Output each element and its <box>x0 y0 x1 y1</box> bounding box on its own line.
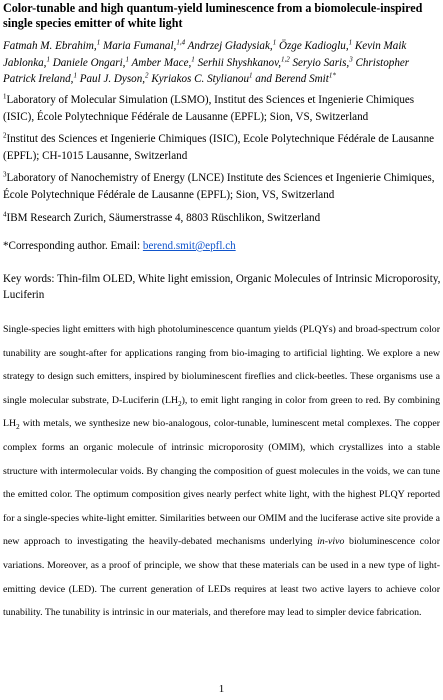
author-affiliation-mark: 1 <box>272 38 277 47</box>
email-link[interactable]: berend.smit@epfl.ch <box>142 240 236 252</box>
author-affiliation-mark: 1,2 <box>280 54 290 63</box>
author-affiliation-mark: 1 <box>46 54 50 63</box>
author-name: Kyriakos C. Stylianou <box>148 73 250 85</box>
author-name: Seryio Saris, <box>289 56 350 69</box>
author-affiliation-mark: 1 <box>73 71 77 80</box>
author-affiliation-mark: 2 <box>145 71 149 80</box>
abstract <box>3 318 440 625</box>
author-name: Paul J. Dyson, <box>76 73 146 85</box>
author-affiliation-mark: 1 <box>191 54 195 63</box>
author-name: Amber Mace, <box>128 56 192 69</box>
affiliation-text: Laboratory of Molecular Simulation (LSMO), Institut des Sciences et Ingenierie Chimiques (ISIC), École Polytechnique Fédérale de Lausanne (EPFL); Sion, VS, Switzerland <box>3 94 415 123</box>
author-name: Andrzej Gładysiak, <box>185 40 273 52</box>
corresponding-author <box>3 238 443 255</box>
author-name: Kevin Maik Jablonka, <box>3 40 407 69</box>
page-number: 1 <box>218 683 225 695</box>
author-name: Maria Fumanal, <box>100 40 177 52</box>
affiliation-number: 2 <box>3 131 7 140</box>
affiliation-text: IBM Research Zurich, Säumerstrasse 4, 8803 Rüschlikon, Switzerland <box>6 212 321 224</box>
author-name: Fatmah M. Ebrahim, <box>3 40 97 52</box>
affiliation-text: Institut des Sciences et Ingenierie Chimiques (ISIC), Ecole Polytechnique Fédérale de Lausanne (EPFL); CH-1015 Lausanne, Switzerland <box>3 133 435 162</box>
affiliation-text: Laboratory of Nanochemistry of Energy (LNCE) Institute des Sciences et Ingenierie Chimiques, École Polytechnique Fédérale de Lausanne (EPFL); Sion, VS, Switzerland <box>3 172 435 201</box>
author-affiliation-mark: 1 <box>125 54 129 63</box>
author-name: Serhii Shyshkanov, <box>194 56 281 69</box>
author-affiliation-mark: 1 <box>96 38 101 47</box>
author-list <box>3 38 443 88</box>
affiliation-number: 4 <box>3 210 7 219</box>
author-name: and Berend Smit <box>252 73 329 85</box>
abstract-text: ), to emit light ranging in color from green to red. By combining LH <box>3 394 441 430</box>
keywords: Key words: Thin-film OLED, White light emission, Organic Molecules of Intrinsic Microporosity, Luciferin <box>3 273 441 302</box>
author-name: Christopher Patrick Ireland, <box>3 56 410 85</box>
subscript: 2 <box>16 423 20 432</box>
author-name: Daniele Ongari, <box>49 56 126 69</box>
author-affiliation-mark: 1,4 <box>176 38 186 47</box>
affiliation-1 <box>3 92 443 125</box>
author-affiliation-mark: 1* <box>328 71 336 80</box>
corresponding-label: *Corresponding author. Email: <box>3 240 143 252</box>
abstract-text: with metals, we synthesize new bio-analogous, color-tunable, luminescent metal complexes. The copper complex forms an organic molecule of intrinsic microporosity (OMIM), which crystallizes into a stable structure with intermolecular voids. By changing the composition of guest molecules in the voids, we can tune the emitted color. The optimum composition gives nearly perfect white light, with the highest PLQY reported for a single-species white-light emitter. Similarities between our OMIM and the luciferase active site provide a new approach to investigating the heavily-debated mechanisms underlying <box>3 418 440 548</box>
affiliation-number: 3 <box>3 170 7 179</box>
author-affiliation-mark: 1 <box>249 71 253 80</box>
author-affiliation-mark: 3 <box>349 54 353 63</box>
abstract-text: bioluminescence color variations. Moreover, as a proof of principle, we show that these materials can be used in a new type of light-emitting device (LED). The current generation of LEDs requires at least two active layers to achieve color tunability. The tunability is intrinsic in our materials, and therefore may lead to simpler device fabrication. <box>3 536 440 619</box>
affiliation-number: 1 <box>3 92 7 101</box>
paper-title: Color-tunable and high quantum-yield luminescence from a biomolecule-inspired single species emitter of white light <box>3 1 423 30</box>
abstract-text: Single-species light emitters with high photoluminescence quantum yields (PLQYs) and broad-spectrum color tunability are sought-after for applications ranging from bio-imaging to artificial lighting. We explore a new strategy to design such emitters, inspired by bioluminescent fireflies and click-beetles. These organisms use a single molecular substrate, D-Luciferin (LH <box>3 324 440 406</box>
author-name: Özge Kadioglu, <box>276 40 349 52</box>
affiliation-4 <box>3 210 443 227</box>
subscript: 2 <box>178 399 182 408</box>
affiliation-3 <box>3 170 443 203</box>
affiliation-2 <box>3 131 443 164</box>
abstract-italic: in-vivo <box>317 536 345 548</box>
author-affiliation-mark: 1 <box>348 38 353 47</box>
